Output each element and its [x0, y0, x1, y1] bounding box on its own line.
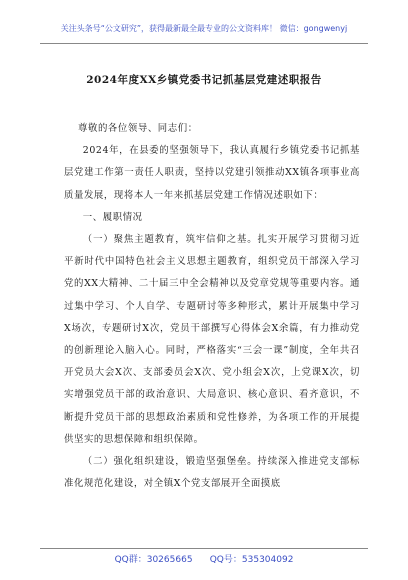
document-body [64, 118, 360, 495]
qq-number-label: QQ号： [209, 555, 242, 565]
footer-contact [0, 552, 408, 565]
qq-group-number: 30265665 [146, 555, 193, 565]
header-divider [40, 43, 368, 44]
qq-group-label: QQ群： [114, 555, 147, 565]
paragraph-intro: 2024年，在县委的坚强领导下，我认真履行乡镇党委书记抓基层党建工作第一责任人职责，坚持以党建引领推动XX镇各项事业高质量发展，现将本人一年来抓基层党建工作情况述职如下： [64, 145, 360, 201]
paragraph-organization: （二）强化组织建设，锻造坚强堡垒。持续深入推进党支部标准化规范化建设，对全镇X个党支部展开全面摸底 [64, 456, 360, 490]
header-promo-note: 关注头条号“公文研究”，获得最新最全最专业的公文资料库！ 微信：gongwenyj [60, 24, 348, 33]
qq-number: 535304092 [241, 555, 294, 565]
salutation: 尊敬的各位领导、同志们： [78, 123, 198, 134]
section-heading: 一、履职情况 [82, 211, 143, 223]
footer-divider [40, 548, 368, 549]
document-title: 2024年度XX乡镇党委书记抓基层党建述职报告 [86, 74, 322, 86]
paragraph-theme-education: （一）聚焦主题教育，筑牢信仰之基。扎实开展学习贯彻习近平新时代中国特色社会主义思想主题教育，组织党员干部深入学习党的XX大精神、二十届三中全会精神以及党章党规等重要内容。通过集中学习、个人自学、专题研讨等多种形式，累计开展集中学习X场次，专题研讨X次，党员干部撰写心得体会X余篇，有力推动党的创新理论入脑入心。同时，严格落实“三会一课”制度，全年共召开党员大会X次、支部委员会X次、党小组会X次，上党课X次，切实增强党员干部的政治意识、大局意识、核心意识、看齐意识，不断提升党员干部的思想政治素质和党性修养，为各项工作的开展提供坚实的思想保障和组织保障。 [64, 234, 360, 445]
